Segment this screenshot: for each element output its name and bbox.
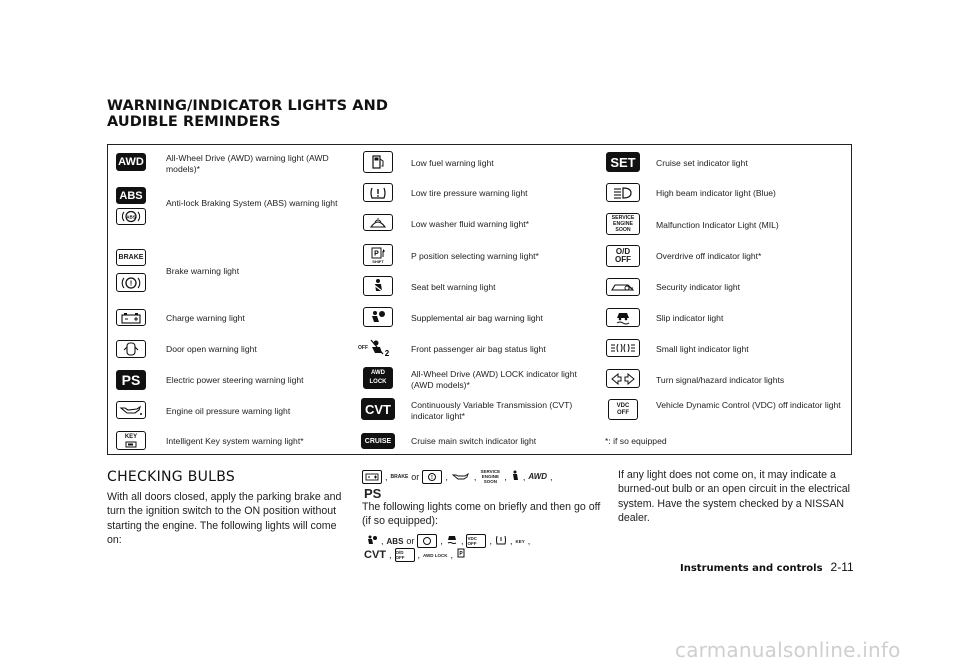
charge-icon bbox=[362, 470, 382, 484]
or-text-2: or bbox=[406, 536, 415, 546]
service-engine-icon: SERVICE ENGINE SOON bbox=[480, 469, 501, 484]
abs-icon: ABS bbox=[386, 536, 404, 546]
key-warning-label: Intelligent Key system warning light* bbox=[166, 436, 304, 446]
low-fuel-label: Low fuel warning light bbox=[411, 158, 494, 168]
key-icon: KEY bbox=[116, 431, 146, 450]
eps-warning-label: Electric power steering warning light bbox=[166, 375, 304, 385]
vdc-off-icon: VDC OFF bbox=[608, 399, 638, 420]
ps-icon: PS bbox=[364, 486, 382, 501]
cruise-main-label: Cruise main switch indicator light bbox=[411, 436, 537, 446]
seat-belt-icon bbox=[510, 470, 520, 484]
ps-icon-inline bbox=[364, 486, 381, 501]
door-open-label: Door open warning light bbox=[166, 344, 257, 354]
cruise-icon: CRUISE bbox=[361, 433, 395, 449]
footnote: *: if so equipped bbox=[605, 436, 667, 446]
seat-belt-icon bbox=[363, 276, 393, 296]
svg-text:P: P bbox=[459, 551, 463, 557]
cvt-icon: CVT bbox=[361, 398, 395, 420]
title-line-2: AUDIBLE REMINDERS bbox=[107, 114, 281, 130]
footer-section: Instruments and controls bbox=[680, 563, 823, 574]
od-off-label: Overdrive off indicator light* bbox=[656, 251, 762, 261]
svg-text:!: ! bbox=[129, 280, 133, 287]
abs-warning-label: Anti-lock Braking System (ABS) warning light bbox=[166, 198, 338, 208]
cruise-set-label: Cruise set indicator light bbox=[656, 158, 748, 168]
cvt-label: Continuously Variable Transmission (CVT) indicator light* bbox=[411, 400, 573, 421]
tire-pressure-icon bbox=[495, 535, 507, 547]
svg-text:P: P bbox=[374, 250, 379, 257]
tire-pressure-label: Low tire pressure warning light bbox=[411, 188, 528, 198]
paragraph-2: The following lights come on briefly and then go off (if so equipped): bbox=[362, 501, 601, 528]
security-label: Security indicator light bbox=[656, 282, 741, 292]
tire-pressure-icon bbox=[363, 183, 393, 202]
brake-warning-label: Brake warning light bbox=[166, 266, 240, 276]
p-shift-icon bbox=[456, 548, 468, 562]
page-footer bbox=[680, 560, 854, 574]
bulb-icons-row-2: , ABS or , , VDC OFF , , KEY , bbox=[366, 534, 530, 548]
bulb-icons-row-1: , BRAKE or ! , , SERVICE ENGINE SOON , , AWD , bbox=[362, 469, 553, 484]
vdc-off-icon: VDC OFF bbox=[466, 534, 486, 548]
passenger-airbag-icon: OFF 2 bbox=[358, 337, 394, 359]
svg-text:ABS: ABS bbox=[126, 214, 136, 220]
turn-signal-icon bbox=[606, 369, 640, 388]
oil-pressure-icon bbox=[451, 470, 471, 484]
title-line-1: WARNING/INDICATOR LIGHTS AND bbox=[107, 98, 388, 114]
paragraph-3: If any light does not come on, it may indicate a burned-out bulb or an open circuit in the electrical system. Have the system checked by a NISSAN dealer. bbox=[618, 469, 851, 525]
passenger-airbag-label: Front passenger air bag status light bbox=[411, 344, 546, 354]
page-title bbox=[107, 98, 388, 130]
svg-text:2: 2 bbox=[384, 349, 390, 358]
small-light-icon bbox=[606, 339, 640, 357]
oil-pressure-icon bbox=[116, 401, 146, 419]
airbag-icon bbox=[366, 534, 378, 548]
awd-icon: AWD bbox=[116, 153, 146, 171]
seat-belt-label: Seat belt warning light bbox=[411, 282, 496, 292]
awd-lock-icon: AWD LOCK bbox=[363, 367, 393, 389]
mil-label: Malfunction Indicator Light (MIL) bbox=[656, 220, 779, 230]
watermark: carmanualsonline.info bbox=[675, 638, 901, 662]
slip-label: Slip indicator light bbox=[656, 313, 724, 323]
vdc-off-label: Vehicle Dynamic Control (VDC) off indicator light bbox=[656, 400, 841, 410]
oil-pressure-label: Engine oil pressure warning light bbox=[166, 406, 291, 416]
charge-warning-label: Charge warning light bbox=[166, 313, 245, 323]
airbag-label: Supplemental air bag warning light bbox=[411, 313, 543, 323]
brake-circle-icon bbox=[116, 273, 146, 292]
abs-icon: ABS bbox=[116, 187, 146, 204]
turn-signal-label: Turn signal/hazard indicator lights bbox=[656, 375, 785, 385]
p-shift-icon: P SHIFT bbox=[363, 244, 393, 266]
slip-icon bbox=[446, 535, 458, 547]
set-icon: SET bbox=[606, 152, 640, 172]
od-off-icon: O/D OFF bbox=[395, 548, 415, 562]
or-text-1: or bbox=[411, 471, 420, 482]
charge-icon bbox=[116, 309, 146, 326]
p-position-label: P position selecting warning light* bbox=[411, 251, 539, 261]
abs-circle-icon bbox=[116, 208, 146, 225]
indicator-table bbox=[107, 144, 852, 455]
awd-icon: AWD bbox=[528, 472, 548, 481]
slip-icon bbox=[606, 308, 640, 327]
high-beam-icon bbox=[606, 183, 640, 202]
abs-circle-icon bbox=[417, 534, 437, 548]
door-open-icon bbox=[116, 340, 146, 358]
washer-fluid-icon bbox=[363, 214, 393, 231]
ps-icon: PS bbox=[116, 370, 146, 390]
cvt-icon: CVT bbox=[364, 549, 386, 561]
washer-fluid-label: Low washer fluid warning light* bbox=[411, 219, 529, 229]
security-icon bbox=[606, 278, 640, 296]
airbag-icon bbox=[363, 307, 393, 327]
page-number: 2-11 bbox=[830, 560, 854, 574]
bulb-icons-row-3: CVT , O/D OFF , AWD LOCK , P bbox=[364, 548, 468, 562]
fuel-icon bbox=[363, 151, 393, 173]
svg-text:!: ! bbox=[431, 474, 434, 481]
awd-warning-label: All-Wheel Drive (AWD) warning light (AWD models)* bbox=[166, 153, 329, 174]
brake-circle-icon bbox=[422, 470, 442, 484]
paragraph-1: With all doors closed, apply the parking brake and turn the ignition switch to the ON position without starting the engine. The following lights will come on: bbox=[107, 491, 342, 547]
service-engine-icon: SERVICE ENGINE SOON bbox=[606, 213, 640, 235]
brake-icon: BRAKE bbox=[390, 473, 409, 480]
high-beam-label: High beam indicator light (Blue) bbox=[656, 188, 776, 198]
od-off-icon: O/D OFF bbox=[606, 245, 640, 267]
key-icon: KEY bbox=[515, 538, 525, 544]
awd-lock-icon: AWD LOCK bbox=[423, 552, 448, 558]
small-light-label: Small light indicator light bbox=[656, 344, 749, 354]
awd-lock-label: All-Wheel Drive (AWD) LOCK indicator light (AWD models)* bbox=[411, 369, 577, 390]
section-heading: CHECKING BULBS bbox=[107, 469, 236, 485]
brake-icon: BRAKE bbox=[116, 249, 146, 266]
